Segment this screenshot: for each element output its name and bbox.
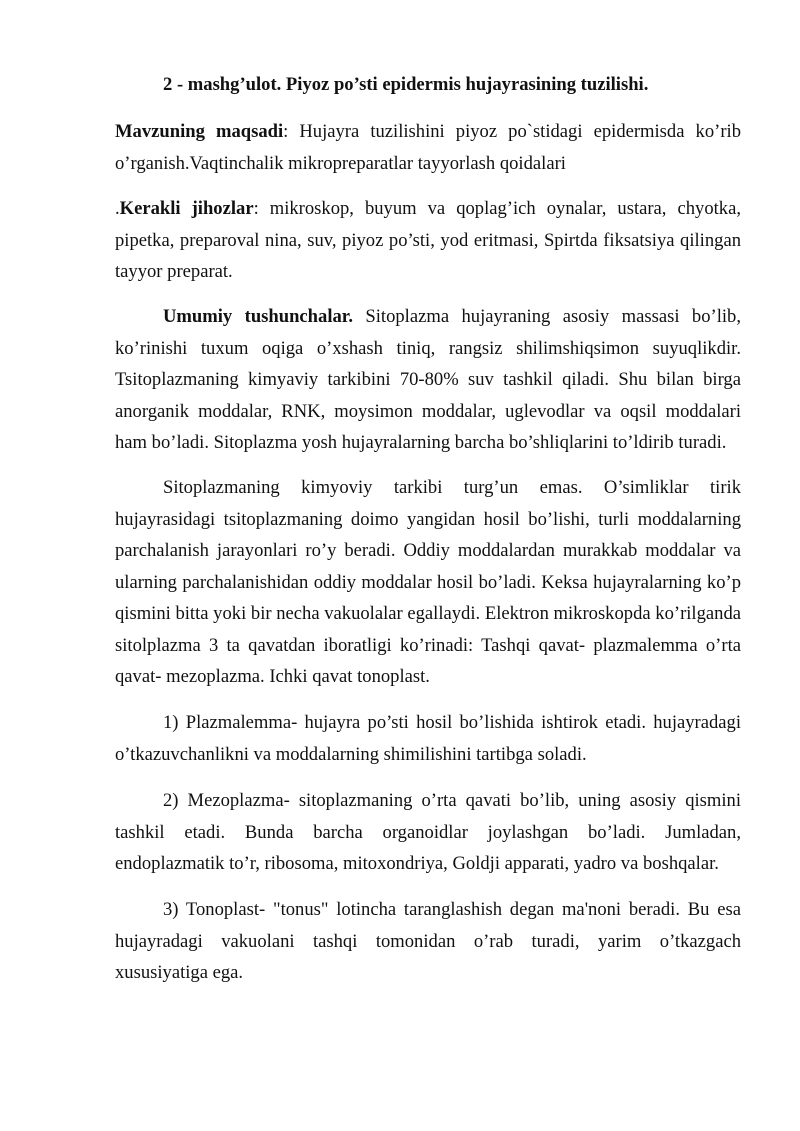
- paragraph-mesoplasm: 2) Mezoplazma- sitoplazmaning o’rta qavati bo’lib, uning asosiy qismini tashkil etadi. Bunda barcha organoidlar joylashgan bo’ladi. Jumladan, endoplazmatik to’r, ribosoma, mitoxondriya, Goldji apparati, yadro va boshqalar.: [115, 790, 741, 874]
- page-title: 2 - mashg’ulot. Piyoz po’sti epidermis hujayrasining tuzilishi.: [163, 74, 649, 95]
- paragraph-aim: [115, 116, 741, 179]
- equipment-text: : mikroskop, buyum va qoplag’ich oynalar, ustara, chyotka, pipetka, preparoval nina, suv, piyoz po’sti, yod eritmasi, Spirtda fiksatsiya qilingan tayyor preparat.: [115, 198, 741, 282]
- equipment-label: Kerakli jihozlar: [119, 198, 254, 219]
- aim-text: : Hujayra tuzilishini piyoz po`stidagi epidermisda ko’rib o’rganish.Vaqtinchalik mikropreparatlar tayyorlash qoidalari: [115, 121, 741, 174]
- concepts-label: Umumiy tushunchalar.: [163, 306, 353, 327]
- aim-label: Mavzuning maqsadi: [115, 121, 284, 142]
- equipment-prefix: .: [115, 198, 120, 219]
- paragraph-composition: Sitoplazmaning kimyoviy tarkibi turg’un emas. O’simliklar tirik hujayrasidagi tsitoplazmaning doimo yangidan hosil bo’lishi, turli moddalarning parchalanish jarayonlari ro’y beradi. Oddiy moddalardan murakkab moddalar va ularning parchalanishidan oddiy moddalar hosil bo’ladi. Keksa hujayralarning ko’p qismini bitta yoki bir necha vakuolalar egallaydi. Elektron mikroskopda ko’rilganda sitolplazma 3 ta qavatdan iboratligi ko’rinadi: Tashqi qavat- plazmalemma o’rta qavat- mezoplazma. Ichki qavat tonoplast.: [115, 477, 741, 687]
- paragraph-plasmalemma: 1) Plazmalemma- hujayra po’sti hosil bo’lishida ishtirok etadi. hujayradagi o’tkazuvchanlikni va moddalarning shimilishini tartibga soladi.: [115, 712, 741, 765]
- paragraph-equipment: [115, 193, 741, 288]
- paragraph-tonoplast: 3) Tonoplast- "tonus" lotincha taranglashish degan ma'noni beradi. Bu esa hujayradagi vakuolani tashqi tomonidan o’rab turadi, yarim o’tkazgach xususiyatiga ega.: [115, 899, 741, 983]
- concepts-text: Sitoplazma hujayraning asosiy massasi bo’lib, ko’rinishi tuxum oqiga o’xshash tiniq, rangsiz shilimshiqsimon suyuqlikdir. Tsitoplazmaning kimyaviy tarkibini 70-80% suv tashkil qiladi. Shu bilan birga anorganik moddalar, RNK, moysimon moddalar, uglevodlar va oqsil moddalari ham bo’ladi. Sitoplazma yosh hujayralarning barcha bo’shliqlarini to’ldirib turadi.: [115, 306, 741, 453]
- paragraph-general-concepts: [115, 301, 741, 459]
